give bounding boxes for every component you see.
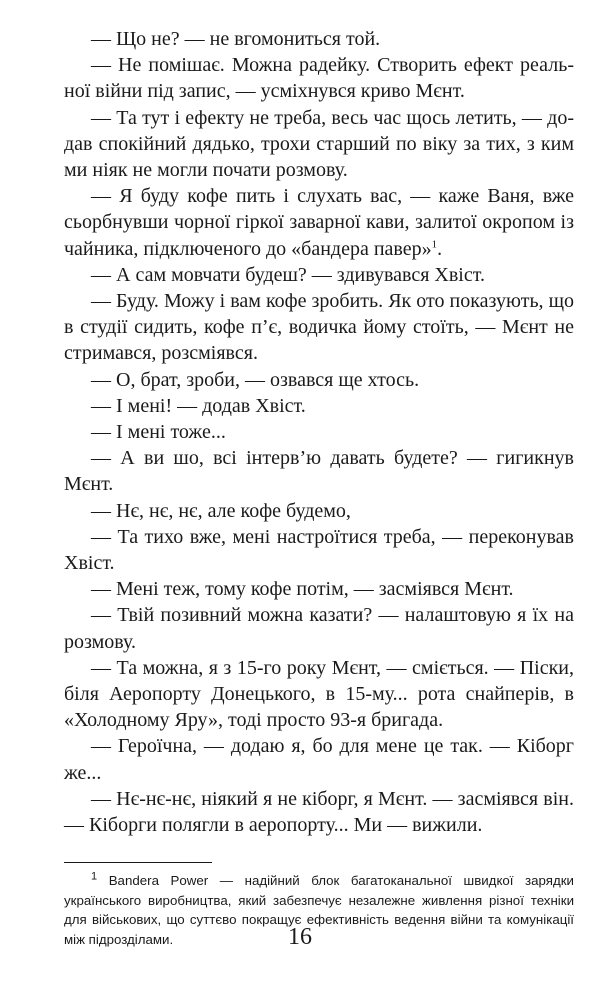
footnote-marker: 1 <box>91 870 98 883</box>
paragraph: — Та тихо вже, мені настроїтися треба, — переконував Хвіст. <box>64 525 574 575</box>
body-text <box>64 26 574 838</box>
footnote-reference: 1 <box>431 237 438 250</box>
paragraph: — Буду. Можу і вам кофе зробить. Як ото показують, що в студії сидить, кофе п’є, водичка йому стоїть, — Мєнт не стримався, розсміявся. <box>64 290 574 365</box>
paragraph: — Не помішає. Можна радейку. Створить ефект реальної війни під запис, — усміхнувся криво Мєнт. <box>64 54 574 103</box>
paragraph: — Мені теж, тому кофе потім, — засміявся Мєнт. <box>91 578 514 601</box>
paragraph: — А ви шо, всі інтерв’ю давать будете? — гигикнув Мєнт. <box>64 447 574 496</box>
paragraph: — Я буду кофе пить і слухать вас, — каже Ваня, вже сьорбнувши чорної гіркої заварної кави, залитої окропом із чайника, підключеного до «бандера павер»$^1$. <box>64 185 574 260</box>
paragraph: — І мені! — додав Хвіст. <box>91 394 306 417</box>
paragraph: — Героїчна, — додаю я, бо для мене це так. — Кіборг же... <box>64 735 574 784</box>
paragraph: — Нє, нє, нє, але кофе будемо, <box>91 499 351 522</box>
book-page <box>64 26 574 950</box>
paragraph: — Та можна, я з 15-го року Мєнт, — сміється. — Піски, біля Аеропорту Донецького, в 15-му... рота снайперів, в «Холодному Яру», тоді просто 93-я бригада. <box>64 656 574 732</box>
paragraph-text: — Я буду кофе пить і слухать вас, — каже Ваня, вже сьорбнувши чорної гіркої заварної кави, залитої окропом із чайника, підключеного до «бандера павер» <box>64 185 574 260</box>
footnote-divider <box>64 862 212 863</box>
paragraph: — Нє-нє-нє, ніякий я не кіборг, я Мєнт. — засміявся він. — Кіборги полягли в аеропорту... Ми — вижили. <box>64 787 574 837</box>
page-number: 16 <box>288 924 312 950</box>
paragraph: — І мені тоже... <box>91 421 226 444</box>
paragraph: — Та тут і ефекту не треба, весь час щось летить, — додав спокійний дядько, трохи старший по віку за тих, з ким ми ніяк не могли почати розмову. <box>64 106 574 182</box>
paragraph: — О, брат, зроби, — озвався ще хтось. <box>91 368 420 391</box>
paragraph: — Що не? — не вгомониться той. <box>91 28 381 50</box>
paragraph: — А сам мовчати будеш? — здивувався Хвіст. <box>91 263 485 286</box>
paragraph: — Твій позивний можна казати? — налаштовую я їх на розмову. <box>64 604 574 653</box>
footnote-text: Bandera Power — надійний блок багатоканальної швидкої зарядки українського виробництва, який забезпечує незалежне живлення різної техніки для військових, що суттєво покращує ефективність ведення війни та комунікації між підрозділами. <box>64 873 574 948</box>
